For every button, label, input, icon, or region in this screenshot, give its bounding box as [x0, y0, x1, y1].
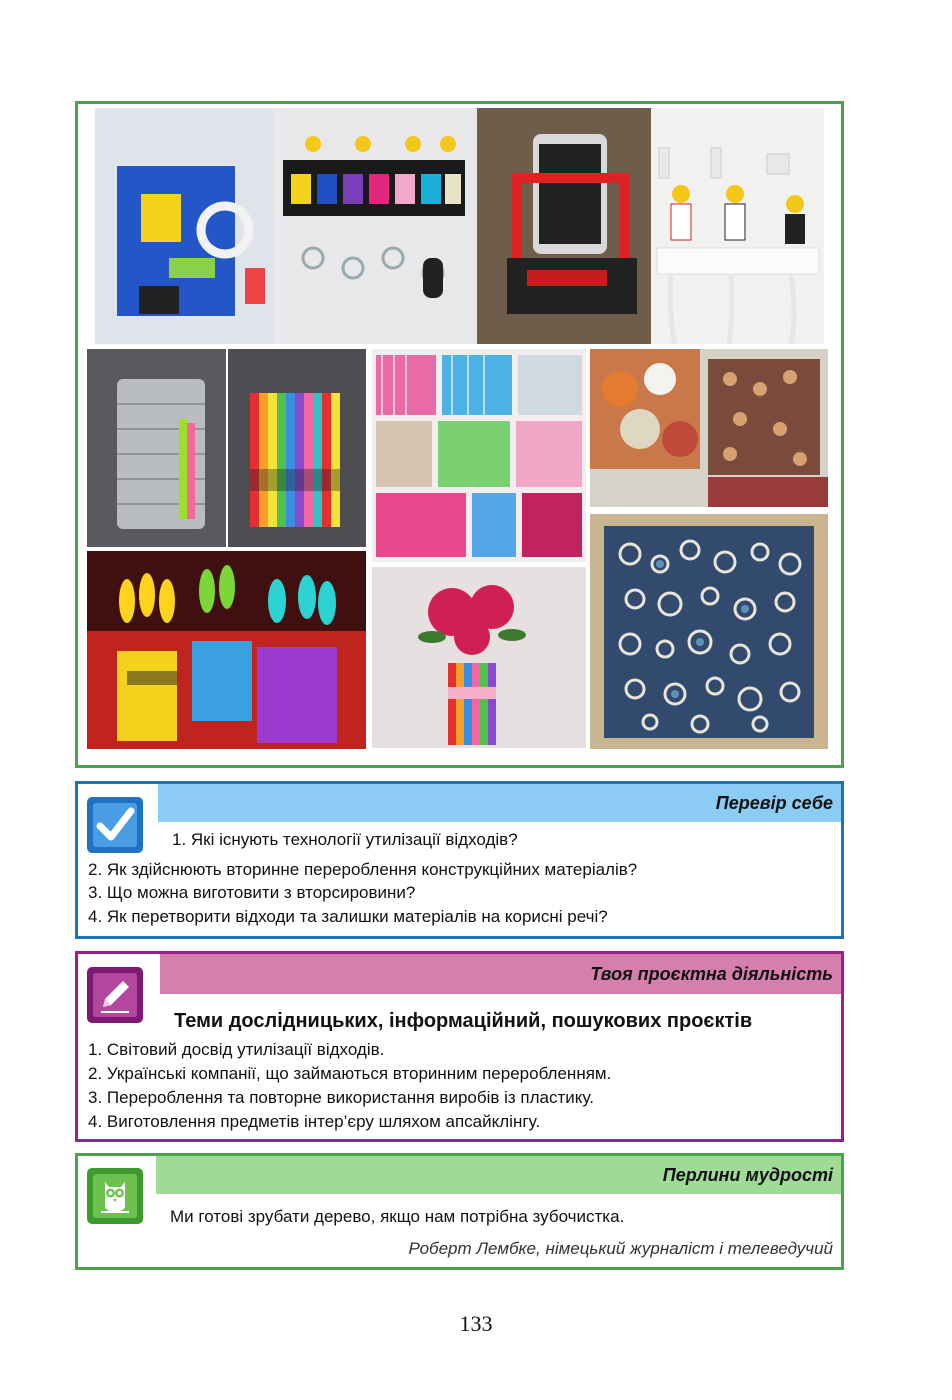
pearls-of-wisdom-title: Перлини мудрості: [662, 1165, 833, 1185]
pencil-icon: [87, 967, 143, 1023]
page-number: 133: [459, 1311, 493, 1336]
photo-lego-cable-holder: [651, 108, 824, 344]
checkmark-icon: [87, 797, 143, 853]
photo-crayon-cutlery-cans: [87, 551, 366, 749]
photo-paper-roll-mosaic: [590, 514, 828, 749]
photo-pencil-vase-peonies: [372, 567, 586, 748]
wisdom-quote: Ми готові зрубати дерево, якщо нам потрібна зубочистка.: [170, 1207, 625, 1226]
photo-crayon-can: [228, 349, 366, 547]
quote-author: Роберт Лембке, німецький журналіст і телеведучий: [408, 1239, 833, 1258]
photo-collage: [75, 101, 844, 768]
photo-lego-key-holder: [273, 108, 477, 344]
project-topic-item: 4. Виготовлення предметів інтер’єру шляхом апсайклінгу.: [88, 1112, 541, 1131]
project-topics-heading: Теми дослідницьких, інформаційний, пошукових проєктів: [174, 1010, 753, 1032]
check-yourself-title: Перевір себе: [715, 793, 833, 813]
project-topic-item: 2. Українські компанії, що займаються вторинним переробленням.: [88, 1064, 612, 1083]
pearls-of-wisdom-header: [156, 1156, 841, 1194]
check-yourself-box: [75, 781, 844, 939]
question-item: 2. Як здійснюють вторинне перероблення конструкційних матеріалів?: [88, 860, 638, 879]
photo-lego-organizer-board: [95, 108, 273, 344]
photo-lego-phone-stand: [477, 108, 651, 344]
question-item: 3. Що можна виготовити з вторсировини?: [88, 883, 416, 902]
question-item: 4. Як перетворити відходи та залишки матеріалів на корисні речі?: [88, 907, 608, 926]
question-item: 1. Які існують технології утилізації відходів?: [172, 830, 518, 849]
photo-paper-rolls: [590, 349, 828, 507]
project-activity-header: [160, 954, 841, 994]
project-topic-item: 3. Перероблення та повторне використання виробів із пластику.: [88, 1088, 594, 1107]
photo-pencil-vase-steps: [372, 349, 586, 562]
owl-icon: [87, 1168, 143, 1224]
project-activity-box: [75, 951, 844, 1142]
photo-tin-can: [87, 349, 226, 547]
project-topic-item: 1. Світовий досвід утилізації відходів.: [88, 1040, 385, 1059]
check-yourself-header: [158, 784, 841, 822]
project-activity-title: Твоя проєктна діяльність: [590, 964, 833, 984]
pearls-of-wisdom-box: [75, 1153, 844, 1270]
